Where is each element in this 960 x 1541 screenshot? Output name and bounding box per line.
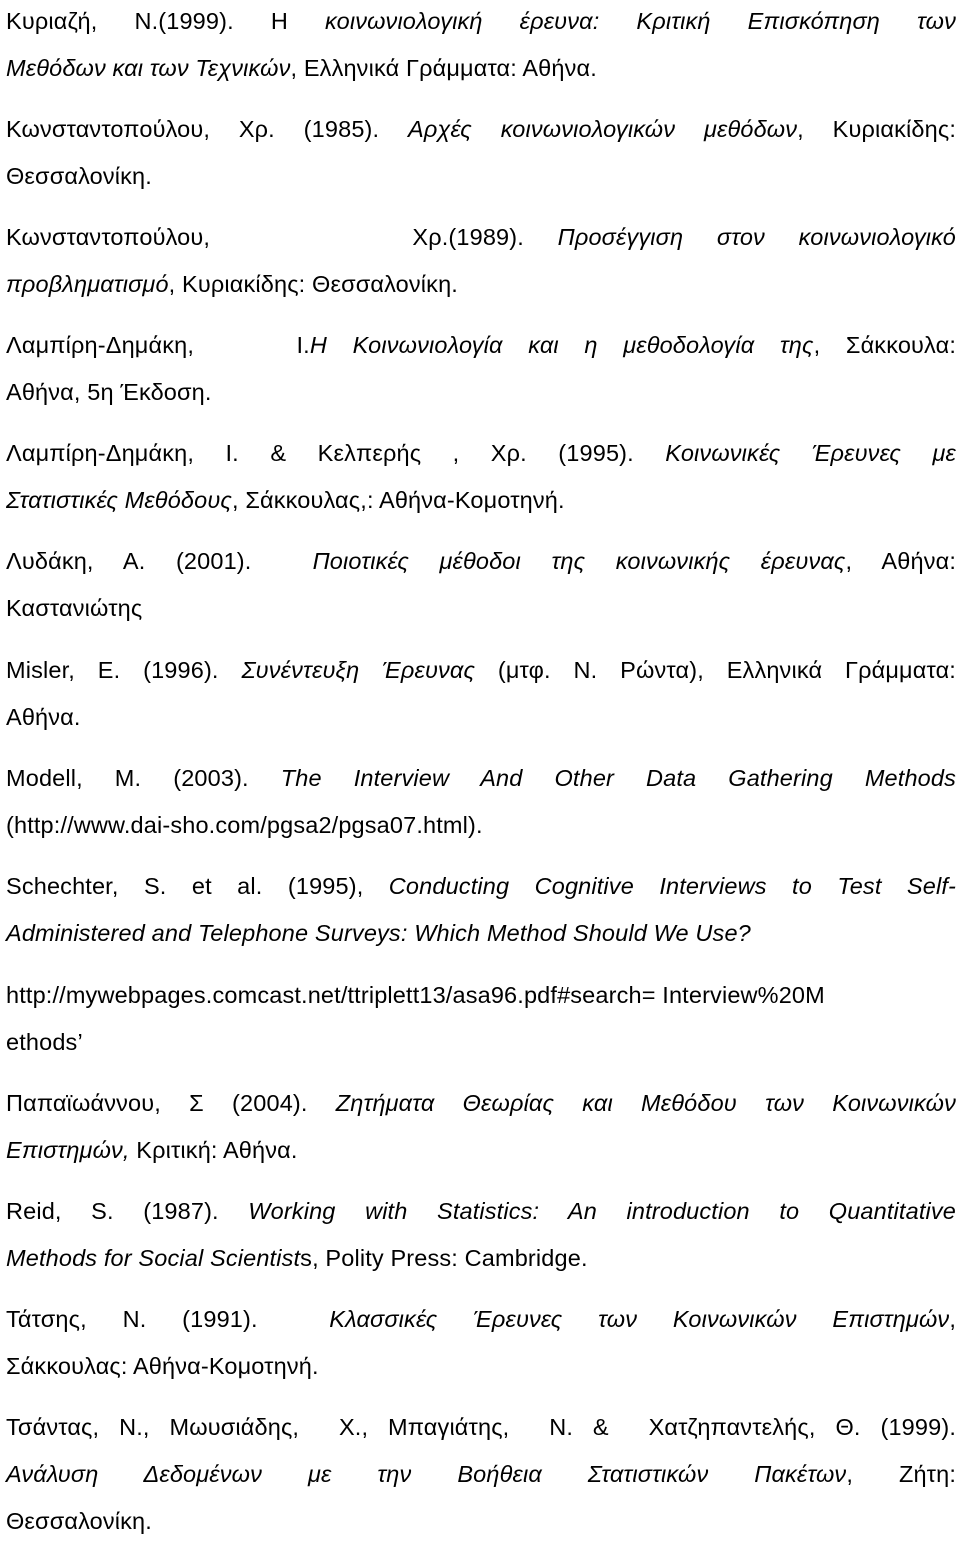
italic-title-text: Ανάλυση Δεδομένων με την Βοήθεια Στατιστικών Πακέτων (6, 1461, 847, 1487)
reference-text: Modell, M. (2003). (6, 765, 281, 791)
reference-text: Schechter, S. et al. (1995), (6, 873, 389, 899)
reference-14-line-3 (6, 1506, 956, 1536)
reference-text: Κωνσταντοπούλου, Χρ. (1985). (6, 116, 409, 142)
italic-title-text: Methods for Social Scientist (6, 1245, 301, 1271)
reference-9-line-2 (6, 918, 956, 948)
reference-2-line-2 (6, 161, 956, 191)
italic-title-text: The Interview And Other Data Gathering Methods (280, 765, 956, 791)
reference-text: Misler, E. (1996). (6, 657, 242, 683)
reference-4-line-1 (6, 330, 956, 360)
reference-text: Παπαϊωάννου, Σ (2004). (6, 1090, 336, 1116)
reference-5-line-1 (6, 438, 956, 468)
reference-6-line-2 (6, 593, 956, 623)
reference-text: Θεσσαλονίκη. (6, 163, 152, 189)
reference-text: s, Polity Press: Cambridge. (300, 1245, 588, 1271)
reference-text: Λαμπίρη-Δημάκη, Ι. (6, 332, 310, 358)
reference-12-line-1 (6, 1196, 956, 1226)
reference-6-line-1 (6, 546, 956, 576)
italic-title-text: Conducting Cognitive Interviews to Test Self- (388, 873, 956, 899)
italic-title-text: Επιστημών, (6, 1137, 130, 1163)
italic-title-text: Στατιστικές Μεθόδους (6, 487, 232, 513)
reference-12-line-2 (6, 1243, 956, 1273)
reference-text: Τσάντας, Ν., Μωυσιάδης, Χ., Μπαγιάτης, Ν. & Χατζηπαντελής, Θ. (1999). (6, 1414, 956, 1440)
reference-13-line-1 (6, 1304, 956, 1334)
reference-8-line-2 (6, 810, 956, 840)
reference-9-line-1 (6, 871, 956, 901)
reference-10-line-1 (6, 980, 956, 1010)
italic-title-text: Working with Statistics: An introduction to Quantitative (248, 1198, 956, 1224)
reference-8-line-1 (6, 763, 956, 793)
italic-title-text: Administered and Telephone Surveys: Which Method Should We Use? (6, 920, 751, 946)
reference-text: , Σάκκουλα: (813, 332, 957, 358)
reference-text: Καστανιώτης (6, 595, 143, 621)
italic-title-text: Η Κοινωνιολογία και η μεθοδολογία της (309, 332, 814, 358)
italic-title-text: Μεθόδων και των Τεχνικών (6, 55, 291, 81)
reference-5-line-2 (6, 485, 956, 515)
reference-text: Κωνσταντοπούλου, Χρ.(1989). (6, 224, 558, 250)
italic-title-text: Αρχές κοινωνιολογικών μεθόδων (408, 116, 798, 142)
reference-text: Κριτική: Αθήνα. (129, 1137, 298, 1163)
reference-3-line-2 (6, 269, 956, 299)
italic-title-text: κοινωνιολογική έρευνα: Κριτική Επισκόπηση των (324, 8, 956, 34)
italic-title-text: Κοινωνικές Έρευνες με (665, 440, 956, 466)
reference-text: Θεσσαλονίκη. (6, 1508, 152, 1534)
reference-text: Λαμπίρη-Δημάκη, Ι. & Κελπερής , Χρ. (1995). (6, 440, 666, 466)
reference-text: Reid, S. (1987). (6, 1198, 249, 1224)
reference-text: Αθήνα, 5η Έκδοση. (6, 379, 212, 405)
reference-1-line-1 (6, 6, 956, 36)
italic-title-text: Συνέντευξη Έρευνας (241, 657, 476, 683)
reference-14-line-1 (6, 1412, 956, 1442)
reference-text: Κυριαζή, Ν.(1999). Η (6, 8, 325, 34)
reference-7-line-2 (6, 702, 956, 732)
italic-title-text: Προσέγγιση στον κοινωνιολογικό (557, 224, 957, 250)
reference-text: , Κυριακίδης: Θεσσαλονίκη. (168, 271, 458, 297)
reference-text: , Αθήνα: (845, 548, 957, 574)
reference-text: Τάτσης, Ν. (1991). (6, 1306, 330, 1332)
italic-title-text: Ποιοτικές μέθοδοι της κοινωνικής έρευνας (312, 548, 846, 574)
reference-10-line-2 (6, 1027, 956, 1057)
italic-title-text: Ζητήματα Θεωρίας και Μεθόδου των Κοινωνικών (335, 1090, 956, 1116)
reference-7-line-1 (6, 655, 956, 685)
reference-text: http://mywebpages.comcast.net/ttriplett13/asa96.pdf#search= Interview%20M (6, 982, 825, 1008)
reference-text: Λυδάκη, Α. (2001). (6, 548, 313, 574)
reference-3-line-1 (6, 222, 956, 252)
italic-title-text: Κλασσικές Έρευνες των Κοινωνικών Επιστημών (329, 1306, 950, 1332)
reference-text: , (949, 1306, 957, 1332)
reference-text: , Ελληνικά Γράμματα: Αθήνα. (290, 55, 597, 81)
reference-text: (μτφ. Ν. Ρώντα), Ελληνικά Γράμματα: (475, 657, 956, 683)
reference-text: , Ζήτη: (846, 1461, 957, 1487)
italic-title-text: προβληματισμό (6, 271, 169, 297)
reference-text: Σάκκουλας: Αθήνα-Κομοτηνή. (6, 1353, 319, 1379)
reference-text: Αθήνα. (6, 704, 81, 730)
reference-1-line-2 (6, 53, 956, 83)
reference-text: ethods’ (6, 1029, 83, 1055)
reference-text: , Σάκκουλας,: Αθήνα-Κομοτηνή. (232, 487, 565, 513)
reference-4-line-2 (6, 377, 956, 407)
reference-13-line-2 (6, 1351, 956, 1381)
reference-11-line-2 (6, 1135, 956, 1165)
reference-text: (http://www.dai-sho.com/pgsa2/pgsa07.html). (6, 812, 483, 838)
reference-2-line-1 (6, 114, 956, 144)
reference-11-line-1 (6, 1088, 956, 1118)
reference-text: , Κυριακίδης: (797, 116, 957, 142)
reference-14-line-2 (6, 1459, 956, 1489)
